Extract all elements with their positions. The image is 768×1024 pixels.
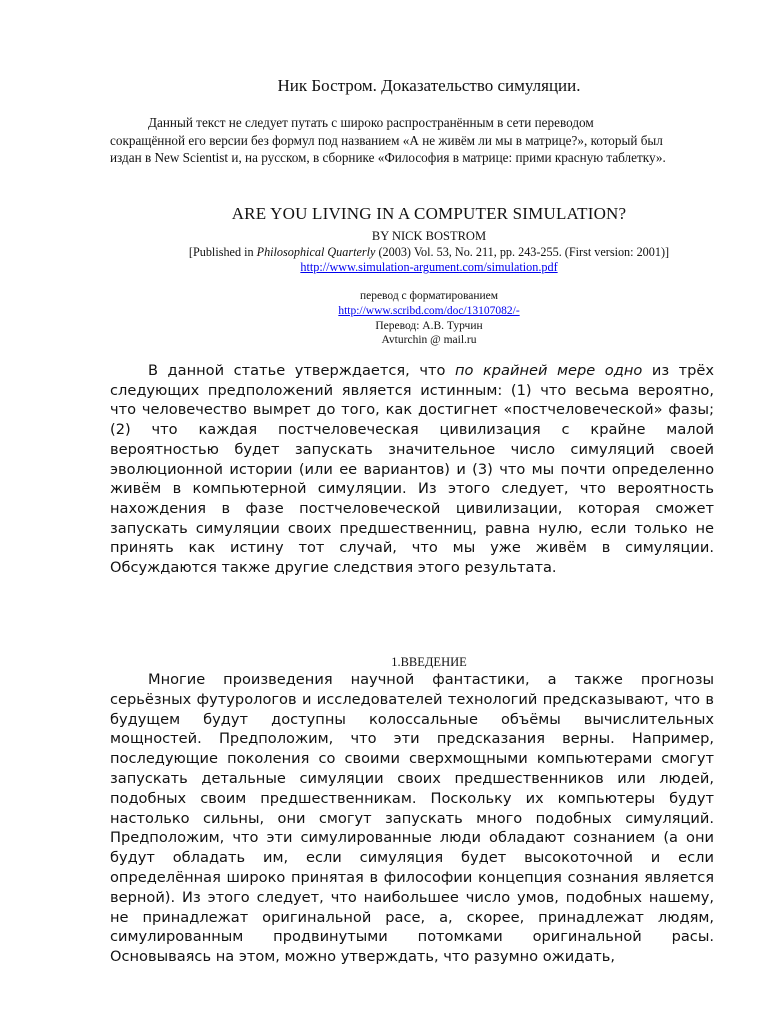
publication-suffix: (2003) Vol. 53, No. 211, pp. 243-255. (First version: 2001)] bbox=[375, 245, 670, 259]
original-url-link[interactable]: http://www.simulation-argument.com/simulation.pdf bbox=[300, 260, 558, 274]
journal-name: Philosophical Quarterly bbox=[256, 245, 376, 259]
translation-note: перевод с форматированием bbox=[359, 290, 499, 302]
english-title: ARE YOU LIVING IN A COMPUTER SIMULATION? bbox=[231, 204, 627, 223]
translator-email: Avturchin @ mail.ru bbox=[381, 334, 477, 346]
section-heading: 1.ВВЕДЕНИЕ bbox=[391, 655, 467, 669]
publication-info bbox=[0, 245, 768, 260]
section-body-paragraph: Многие произведения научной фантастики, а также прогнозы серьёзных футурологов и исследователей технологий предсказывают, что в будущем будут доступны колоссальные объёмы вычислительных мощностей. Предположим, что эти предсказания верны. Например, последующие поколения со своими сверхмощными компьютерами смогут запускать детальные симуляции своих предшественников или людей, подобных своим предшественникам. Поскольку их компьютеры будут настолько сильны, они смогут запускать много подобных симуляций. Предположим, что эти симулированные люди обладают сознанием (а они будут обладать им, если симуляция будет высокоточной и если определённая широко принятая в философии концепция сознания является верной). Из этого следует, что наибольшее число умов, подобных нашему, не принадлежат оригинальной расе, а, скорее, принадлежат людям, симулированным продвинутыми потомками оригинальной расы. Основываясь на этом, можно утверждать, что разумно ожидать, bbox=[110, 671, 714, 966]
publication-prefix: [Published in bbox=[188, 245, 257, 259]
abstract-text-rest: из трёх следующих предположений является истинным: (1) что весьма вероятно, что человечество вымрет до того, как достигнет «постчеловеческой» фазы; (2) что каждая постчеловеческая цивилизация с крайне малой вероятностью будет запускать значительное число симуляций своей эволюционной истории (или ее вариантов) и (3) что мы почти определенно живём в компьютерной симуляции. Из этого следует, что вероятность нахождения в фазе постчеловеческой цивилизации, которая сможет запускать симуляции своих предшественниц, равна нулю, если только не принять как истину тот случай, что мы уже живём в симуляции. Обсуждаются также другие следствия этого результата. bbox=[110, 362, 715, 577]
abstract-emphasis: по крайней мере одно bbox=[454, 362, 643, 379]
translator-credit: Перевод: А.В. Турчин bbox=[375, 320, 483, 332]
abstract-text-start: В данной статье утверждается, что bbox=[148, 362, 455, 379]
abstract-paragraph bbox=[110, 361, 714, 578]
document-title: Ник Бостром. Доказательство симуляции. bbox=[277, 76, 581, 95]
byline: BY NICK BOSTROM bbox=[371, 229, 487, 243]
translation-url-link[interactable]: http://www.scribd.com/doc/13107082/- bbox=[338, 305, 520, 317]
intro-note: Данный текст не следует путать с широко распространённым в сети переводом сокращённой его версии без формул под названием «А не живём ли мы в матрице?», который был издан в New Scientist и, на русском, в сборнике «Философия в матрице: прими красную таблетку». bbox=[110, 115, 666, 165]
